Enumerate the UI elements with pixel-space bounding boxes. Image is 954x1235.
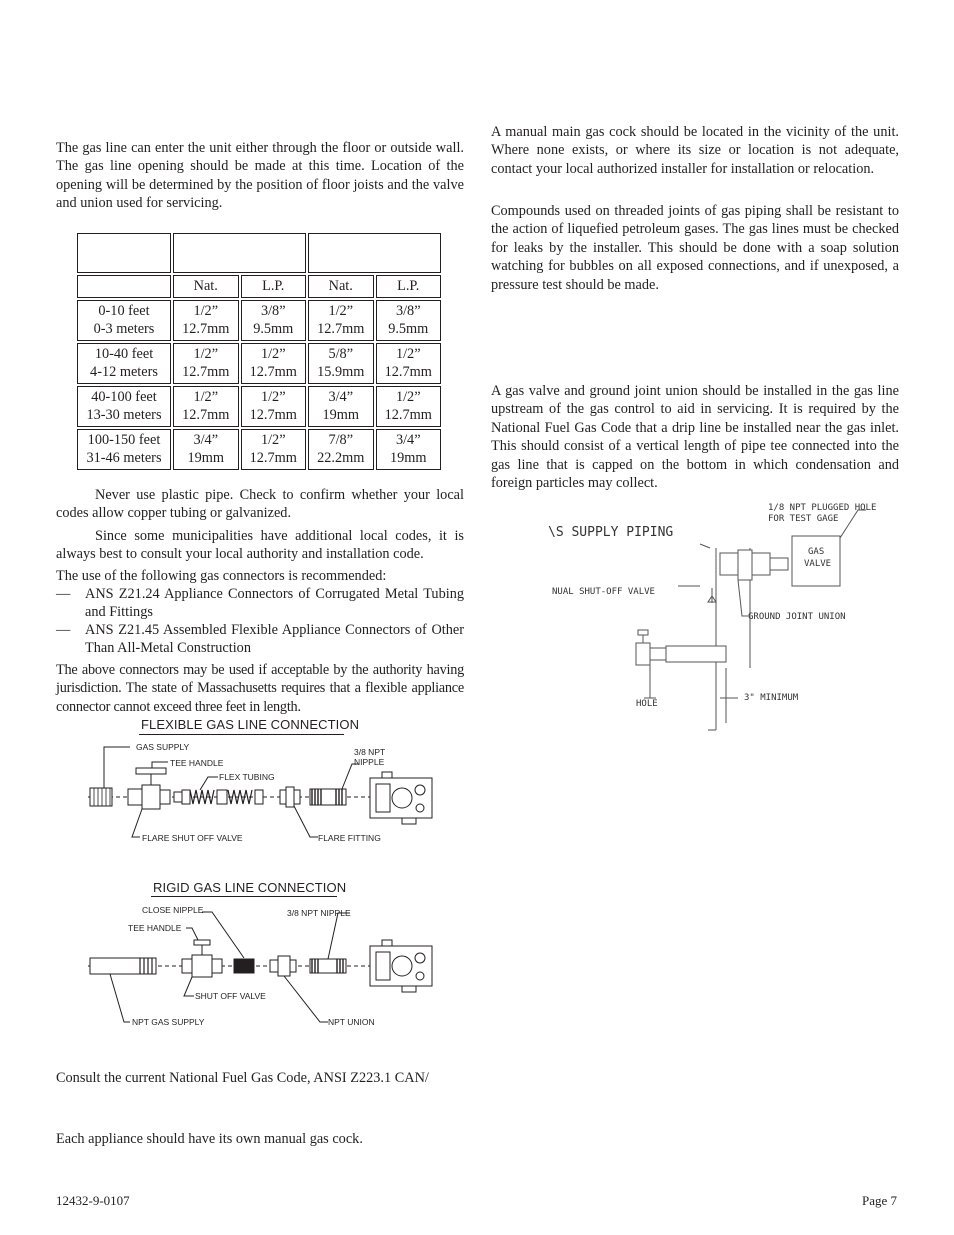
list-dash: —: [56, 586, 71, 602]
length-cell: 40-100 feet 13-30 meters: [77, 386, 171, 427]
subheader-lp: L.P.: [241, 275, 307, 298]
rigid-connection-diagram: [80, 900, 450, 1030]
table-row: [77, 429, 441, 470]
label-shutoff-valve: SHUT OFF VALVE: [195, 991, 266, 1001]
length-cell: 100-150 feet 31-46 meters: [77, 429, 171, 470]
table-header-row: [77, 233, 441, 273]
size-cell: 1/2” 12.7mm: [376, 386, 442, 427]
label-plugged-hole-2: FOR TEST GAGE: [768, 514, 839, 524]
size-cell: 1/2” 12.7mm: [173, 386, 239, 427]
label-close-nipple: CLOSE NIPPLE: [142, 905, 204, 915]
size-cell: 1/2” 12.7mm: [376, 343, 442, 384]
table-row: [77, 386, 441, 427]
size-cell: 1/2” 12.7mm: [241, 343, 307, 384]
label-npt-gas-supply: NPT GAS SUPPLY: [132, 1017, 205, 1027]
length-cell: 0-10 feet 0-3 meters: [77, 300, 171, 341]
subheader-nat: Nat.: [308, 275, 374, 298]
size-cell: 3/8” 9.5mm: [376, 300, 442, 341]
authority-paragraph: The above connectors may be used if acceptable by the authority having jurisdiction. The state of Massachusetts requires that a flexible appliance connector cannot exceed three feet in length.: [56, 662, 464, 715]
size-cell: 3/4” 19mm: [173, 429, 239, 470]
size-cell: 1/2” 12.7mm: [173, 343, 239, 384]
subheader-lp: L.P.: [376, 275, 442, 298]
table-row: [77, 300, 441, 341]
size-cell: 1/2” 12.7mm: [308, 300, 374, 341]
page-number: Page 7: [862, 1193, 898, 1208]
size-cell: 3/8” 9.5mm: [241, 300, 307, 341]
list-dash: —: [56, 622, 71, 638]
label-npt-nipple-1: 3/8 NPT: [354, 747, 386, 757]
flex-diagram-title: FLEXIBLE GAS LINE CONNECTION: [141, 717, 360, 732]
size-cell: 3/4” 19mm: [376, 429, 442, 470]
label-flare-fitting: FLARE FITTING: [318, 833, 381, 843]
label-flex-tubing: FLEX TUBING: [219, 772, 275, 782]
municipal-codes-paragraph: Since some municipalities have additional local codes, it is always best to consult your local authority and installation code.: [56, 528, 464, 563]
label-tee-handle: TEE HANDLE: [128, 923, 182, 933]
label-shutoff-valve: NUAL SHUT-OFF VALVE: [552, 587, 655, 597]
connectors-intro: The use of the following gas connectors is recommended:: [56, 568, 387, 584]
valve-union-paragraph: A gas valve and ground joint union should be installed in the gas line upstream of the gas control to aid in servicing. It is required by the National Fuel Gas Code that a drip line be installed near the gas inlet. This should consist of a vertical length of pipe tee connected into the gas line that is capped on the bottom in which condensation and foreign particles may collect.: [491, 383, 899, 492]
label-minimum: 3" MINIMUM: [744, 693, 799, 703]
rigid-diagram-title: RIGID GAS LINE CONNECTION: [153, 880, 347, 895]
label-npt-nipple-2: NIPPLE: [354, 757, 385, 767]
list-item: ANS Z21.45 Assembled Flexible Appliance Connectors of Other Than All-Metal Construction: [85, 622, 464, 657]
length-cell: 10-40 feet 4-12 meters: [77, 343, 171, 384]
list-item: ANS Z21.24 Appliance Connectors of Corrugated Metal Tubing and Fittings: [85, 586, 464, 621]
table-row: [77, 343, 441, 384]
own-gas-cock-paragraph: Each appliance should have its own manual gas cock.: [56, 1131, 363, 1147]
rigid-title-underline: [151, 896, 337, 897]
flex-title-underline: [139, 734, 344, 735]
supply-piping-title: \S SUPPLY PIPING: [548, 525, 674, 540]
table-subheader-row: [77, 275, 441, 298]
label-gas-valve-2: VALVE: [804, 559, 832, 569]
label-plugged-hole-1: 1/8 NPT PLUGGED HOLE: [768, 503, 877, 513]
pipe-size-table: [75, 231, 443, 472]
label-tee-handle: TEE HANDLE: [170, 758, 224, 768]
label-npt-nipple: 3/8 NPT NIPPLE: [287, 908, 351, 918]
label-ground-joint-union: GROUND JOINT UNION: [748, 612, 846, 622]
label-gas-valve-1: GAS: [808, 547, 825, 557]
label-flare-shutoff: FLARE SHUT OFF VALVE: [142, 833, 243, 843]
subheader-nat: Nat.: [173, 275, 239, 298]
flex-connection-diagram: [80, 740, 450, 855]
manual-gas-cock-paragraph: A manual main gas cock should be located in the vicinity of the unit. Where none exists, or where its size or location is not adequate, contact your local authorized installer for installation or relocation.: [491, 124, 899, 177]
plastic-pipe-paragraph: Never use plastic pipe. Check to confirm whether your local codes allow copper tubing or galvanized.: [56, 487, 464, 522]
size-cell: 1/2” 12.7mm: [173, 300, 239, 341]
compounds-paragraph: Compounds used on threaded joints of gas piping shall be resistant to the action of liquefied petroleum gases. The gas lines must be checked for leaks by the installer. This should be done with a soap solution watching for bubbles on all exposed connections, and if unexposed, a pressure test should be made.: [491, 203, 899, 293]
label-npt-union: NPT UNION: [328, 1017, 375, 1027]
size-cell: 5/8” 15.9mm: [308, 343, 374, 384]
doc-number: 12432-9-0107: [56, 1193, 130, 1208]
consult-code-paragraph: Consult the current National Fuel Gas Code, ANSI Z223.1 CAN/: [56, 1070, 429, 1086]
size-cell: 1/2” 12.7mm: [241, 386, 307, 427]
label-gas-supply: GAS SUPPLY: [136, 742, 190, 752]
label-hole: HOLE: [636, 699, 658, 709]
size-cell: 1/2” 12.7mm: [241, 429, 307, 470]
gas-line-entry-paragraph: The gas line can enter the unit either through the floor or outside wall. The gas line opening should be made at this time. Location of the opening will be determined by the position of floor joists and the valve and union used for servicing.: [56, 140, 464, 212]
size-cell: 7/8” 22.2mm: [308, 429, 374, 470]
size-cell: 3/4” 19mm: [308, 386, 374, 427]
gas-supply-piping-diagram: [540, 498, 910, 738]
